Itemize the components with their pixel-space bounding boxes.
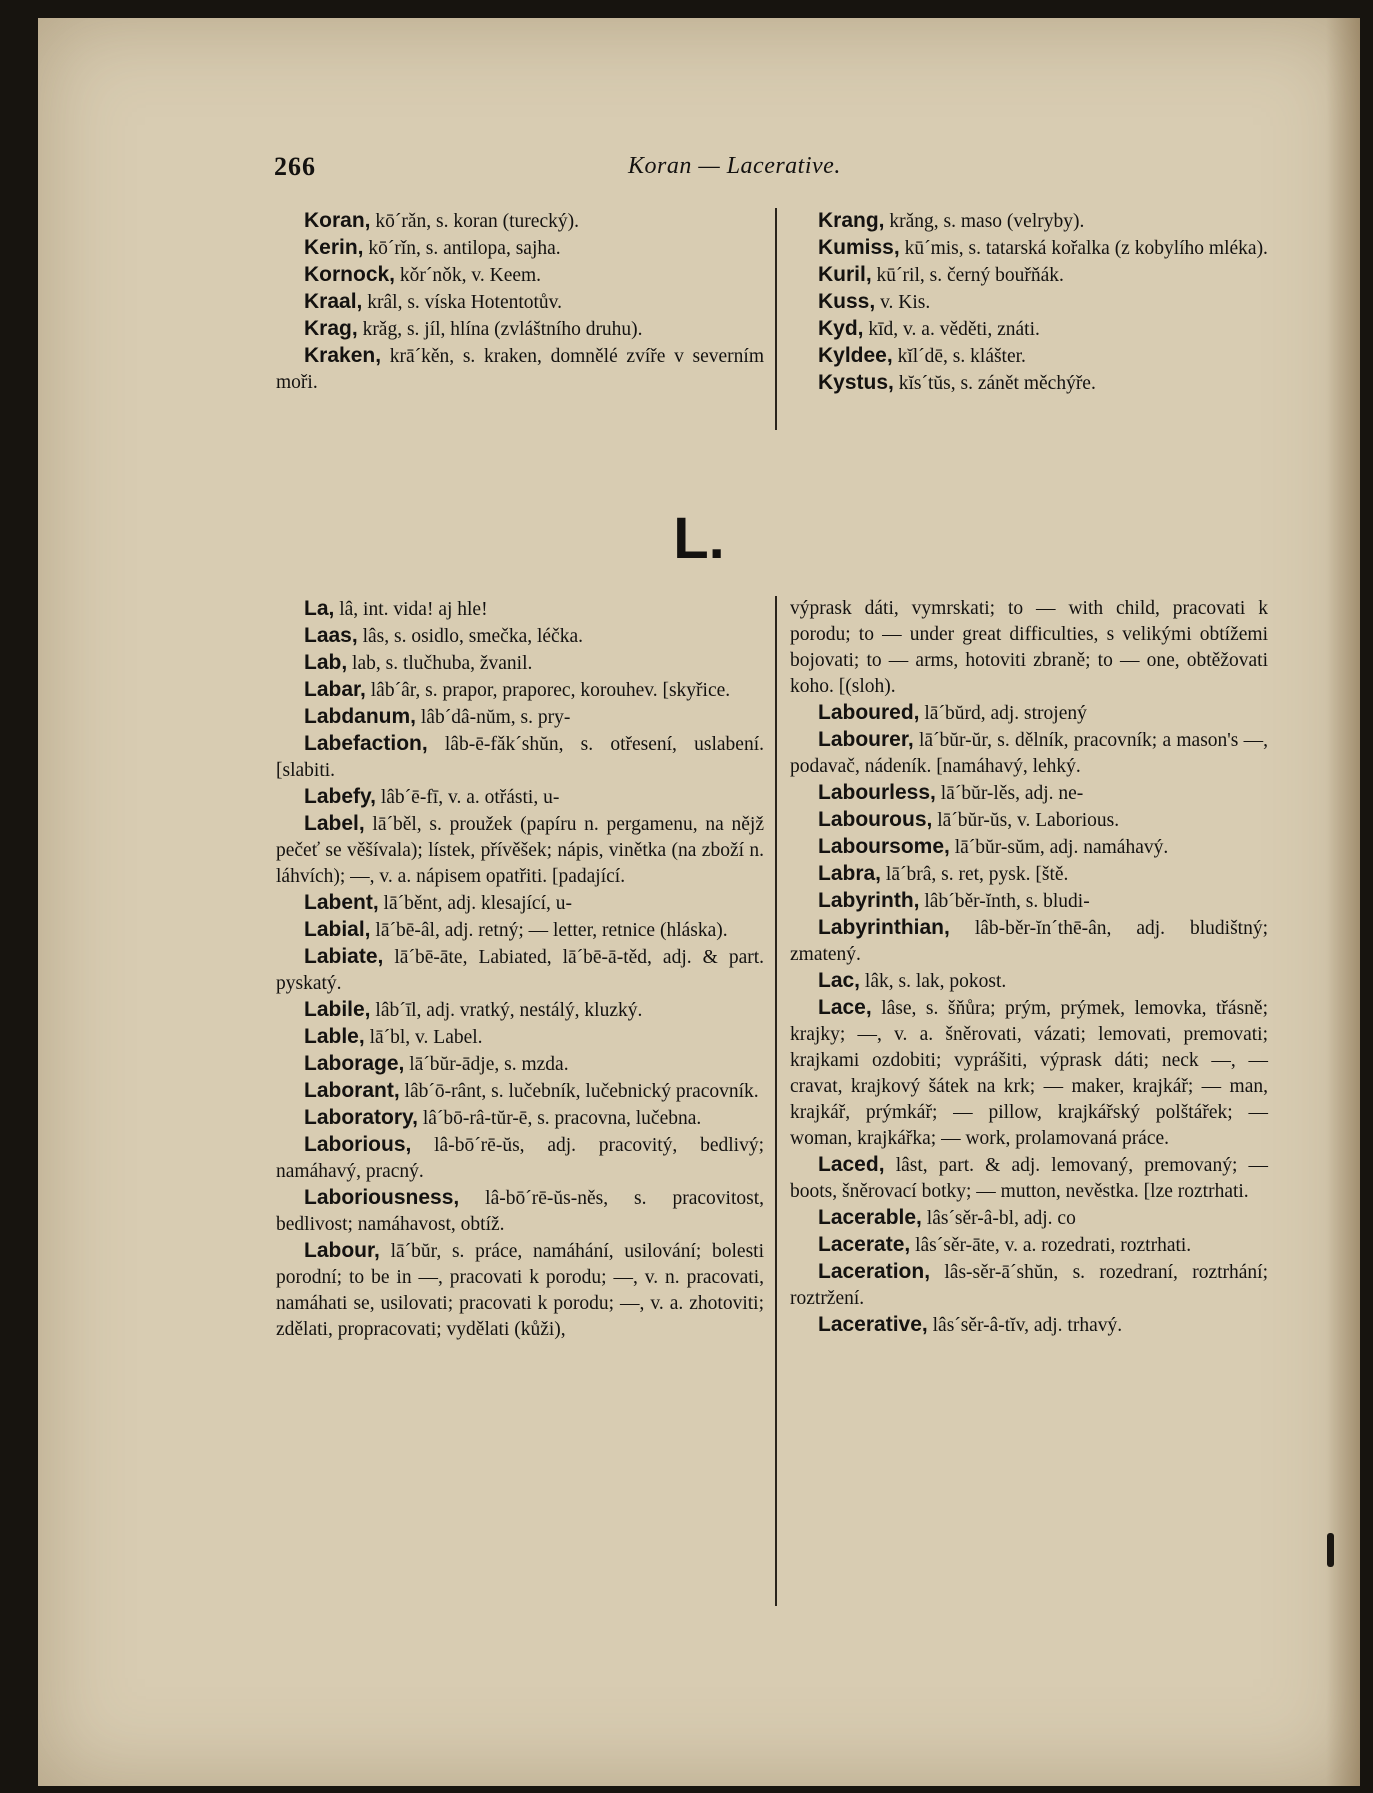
dictionary-entry [790, 1232, 1268, 1259]
dictionary-entry [276, 917, 764, 944]
entry-definition: lā´bl, v. Label. [369, 1027, 483, 1048]
dictionary-entry [276, 784, 764, 811]
entry-definition: kō´rǎn, s. koran (turecký). [375, 211, 579, 232]
entry-headword: Lacerate, [818, 1233, 911, 1256]
entry-definition: kĭl´dē, s. klášter. [897, 346, 1026, 367]
dictionary-entry [790, 780, 1268, 807]
entry-definition: kǒr´nǒk, v. Keem. [399, 265, 542, 286]
page-number: 266 [274, 152, 316, 181]
entry-definition: lā´bŭrd, adj. strojený [924, 703, 1087, 724]
entry-definition: kīd, v. a. věděti, znáti. [868, 319, 1040, 340]
running-head: Koran — Lacerative. [628, 153, 841, 179]
dictionary-entry [276, 1051, 764, 1078]
entry-definition: výprask dáti, vymrskati; to — with child, pracovati k porodu; to — under great difficulties, s velikými obtížemi bojovati; to — arms, hotoviti zbraně; to — one, obtěžovati koho. [(sloh). [790, 598, 1268, 697]
dictionary-entry [276, 1024, 764, 1051]
entry-headword: Kyldee, [818, 344, 893, 367]
entry-headword: Labyrinth, [818, 889, 920, 912]
entry-headword: Krag, [304, 317, 358, 340]
dictionary-entry [276, 890, 764, 917]
entry-definition: lâb´běr-ĭnth, s. bludi- [924, 891, 1090, 912]
top-column-rule [775, 208, 777, 430]
entry-headword: Labent, [304, 891, 379, 914]
entry-headword: Lacerative, [818, 1313, 928, 1336]
dictionary-entry [790, 1259, 1268, 1312]
entry-definition: v. Kis. [880, 292, 931, 313]
dictionary-entry [276, 997, 764, 1024]
entry-definition: lā´bŭr, s. práce, namáhání, usilování; bolesti porodní; to be in —, pracovati k porodu; —, v. n. pracovati, namáhati se, usilovati; pracovati k porodu; —, v. a. zhotoviti; zdělati, propracovati; vydělati (kůži), [276, 1241, 764, 1340]
entry-definition: lā´bē-āte, Labiated, lā´bē-ā-těd, adj. & part. pyskatý. [276, 947, 765, 994]
entry-definition: lâ-bō´rē-ŭs-něs, s. pracovitost, bedlivost; namáhavost, obtíž. [276, 1188, 764, 1235]
dictionary-entry [790, 596, 1268, 700]
entry-headword: Laboriousness, [304, 1186, 460, 1209]
entry-definition: krâl, s. víska Hotentotův. [367, 292, 563, 313]
entry-definition: kū´mis, s. tatarská kořalka (z kobylího mléka). [904, 238, 1268, 259]
entry-headword: Labour, [304, 1239, 380, 1262]
entry-headword: Lacerable, [818, 1206, 922, 1229]
entry-definition: lâb-běr-ĭn´thē-ân, adj. bludištný; zmatený. [790, 918, 1268, 965]
entry-definition: lā´bŭr-lěs, adj. ne- [940, 783, 1084, 804]
ink-smudge [1327, 1533, 1334, 1567]
entry-headword: Laboratory, [304, 1106, 418, 1129]
top-left-column [276, 208, 764, 396]
entry-headword: Labourless, [818, 781, 936, 804]
entry-definition: krǎg, s. jíl, hlína (zvláštního druhu). [362, 319, 643, 340]
entry-definition: lâst, part. & adj. lemovaný, premovaný; — boots, šněrovací botky; — mutton, nevěstka. [lze roztrhati. [790, 1155, 1269, 1202]
dictionary-entry [790, 968, 1268, 995]
entry-headword: Kraal, [304, 290, 363, 313]
dictionary-entry [276, 235, 764, 262]
entry-headword: Labefy, [304, 785, 376, 808]
dictionary-entry [276, 596, 764, 623]
dictionary-entry [790, 1152, 1268, 1205]
dictionary-entry [276, 262, 764, 289]
entry-definition: lâ-bō´rē-ŭs, adj. pracovitý, bedlivý; namáhavý, pracný. [276, 1135, 764, 1182]
dictionary-entry [790, 316, 1268, 343]
entry-definition: lâ´bō-râ-tŭr-ē, s. pracovna, lučebna. [422, 1108, 702, 1129]
dictionary-entry [790, 262, 1268, 289]
entry-definition: lā´běl, s. proužek (papíru n. pergamenu, na nějž pečeť se věšívala); lístek, přívěšek; nápis, vinětka (na zboží n. láhvích); —, v. a. nápisem opatřiti. [padající. [276, 814, 765, 887]
entry-headword: Labefaction, [304, 732, 428, 755]
entry-headword: Labiate, [304, 945, 384, 968]
entry-headword: Kraken, [304, 344, 382, 367]
entry-definition: lā´bŭr-ŭr, s. dělník, pracovník; a mason's —, podavač, nádeník. [namáhavý, lehký. [790, 730, 1269, 777]
entry-definition: lâse, s. šňůra; prým, prýmek, lemovka, třásně; krajky; —, v. a. šněrovati, vázati; lemovati, premovati; krajkami ozdobiti; vyprášiti, výprask dáti; neck —, — cravat, krajkový šátek na krk; — maker, krajkář; — man, krajkář, prýmkář; — pillow, krajkářský polštářek; — woman, krajkářka; — work, prolamovaná práce. [790, 998, 1268, 1149]
dictionary-entry [790, 208, 1268, 235]
entry-headword: Labourous, [818, 808, 933, 831]
dictionary-entry [790, 700, 1268, 727]
section-letter-heading: L. [673, 506, 725, 571]
right-column [790, 596, 1268, 1339]
entry-headword: Laced, [818, 1153, 885, 1176]
entry-definition: lâb´ō-rânt, s. lučebník, lučebnický pracovník. [404, 1081, 759, 1102]
entry-headword: Kuril, [818, 263, 872, 286]
entry-headword: Kuss, [818, 290, 876, 313]
entry-definition: lâb´ē-fī, v. a. otřásti, u- [380, 787, 560, 808]
entry-definition: krǎng, s. maso (velryby). [889, 211, 1085, 232]
dictionary-entry [790, 1205, 1268, 1232]
main-column-rule [775, 596, 777, 1606]
entry-headword: Labra, [818, 862, 882, 885]
entry-headword: Krang, [818, 209, 885, 232]
entry-headword: Laborage, [304, 1052, 405, 1075]
entry-headword: Labyrinthian, [818, 916, 950, 939]
entry-headword: Laboured, [818, 701, 920, 724]
entry-headword: Laas, [304, 624, 358, 647]
entry-definition: krā´kěn, s. kraken, domnělé zvíře v severním moři. [276, 346, 764, 393]
dictionary-entry [790, 289, 1268, 316]
dictionary-entry [276, 289, 764, 316]
dictionary-entry [790, 1312, 1268, 1339]
entry-definition: lâb´dâ-nŭm, s. pry- [420, 707, 571, 728]
entry-definition: kō´rǐn, s. antilopa, sajha. [368, 238, 561, 259]
dictionary-entry [276, 1185, 764, 1238]
dictionary-entry [276, 731, 764, 784]
entry-headword: Labar, [304, 678, 366, 701]
dictionary-entry [790, 727, 1268, 780]
dictionary-entry [790, 995, 1268, 1152]
dictionary-entry [276, 677, 764, 704]
entry-definition: lâb´īl, adj. vratký, nestálý, kluzký. [375, 1000, 643, 1021]
dictionary-entry [276, 704, 764, 731]
dictionary-entry [276, 1132, 764, 1185]
entry-headword: Lac, [818, 969, 861, 992]
dictionary-entry [790, 888, 1268, 915]
entry-headword: Labourer, [818, 728, 914, 751]
dictionary-entry [276, 650, 764, 677]
entry-headword: Laboursome, [818, 835, 950, 858]
entry-definition: lâk, s. lak, pokost. [864, 971, 1007, 992]
dictionary-entry [790, 235, 1268, 262]
dictionary-entry [276, 208, 764, 235]
entry-definition: kĭs´tŭs, s. zánět měchýře. [898, 373, 1096, 394]
entry-definition: lâs´sěr-â-bl, adj. co [926, 1208, 1076, 1229]
entry-headword: Labial, [304, 918, 371, 941]
dictionary-entry [790, 343, 1268, 370]
top-right-column [790, 208, 1268, 397]
entry-definition: lâs-sěr-ā´shŭn, s. rozedraní, roztrhání; roztržení. [790, 1262, 1269, 1309]
dictionary-entry [276, 623, 764, 650]
dictionary-entry [790, 861, 1268, 888]
entry-headword: Lab, [304, 651, 348, 674]
entry-headword: Kyd, [818, 317, 864, 340]
entry-definition: lâs´sěr-â-tĭv, adj. trhavý. [932, 1315, 1123, 1336]
dictionary-entry [276, 811, 764, 890]
entry-headword: La, [304, 597, 335, 620]
entry-headword: Kornock, [304, 263, 396, 286]
entry-definition: lā´brâ, s. ret, pysk. [ště. [885, 864, 1069, 885]
entry-definition: lâb´âr, s. prapor, praporec, korouhev. [skyřice. [370, 680, 731, 701]
entry-definition: lā´bŭr-sŭm, adj. namáhavý. [954, 837, 1169, 858]
dictionary-entry [276, 944, 764, 997]
entry-headword: Laborant, [304, 1079, 400, 1102]
dictionary-entry [276, 1238, 764, 1343]
left-column [276, 596, 764, 1343]
entry-headword: Koran, [304, 209, 371, 232]
dictionary-entry [790, 834, 1268, 861]
entry-definition: lā´běnt, adj. klesající, u- [383, 893, 572, 914]
entry-definition: lâ, int. vida! aj hle! [339, 599, 488, 620]
entry-headword: Labdanum, [304, 705, 417, 728]
entry-headword: Lace, [818, 996, 872, 1019]
dictionary-entry [790, 807, 1268, 834]
entry-definition: lā´bŭr-ŭs, v. Laborious. [937, 810, 1120, 831]
entry-headword: Laborious, [304, 1133, 412, 1156]
page-edge-shadow [1326, 18, 1360, 1786]
entry-headword: Label, [304, 812, 365, 835]
dictionary-entry [790, 370, 1268, 397]
entry-headword: Kystus, [818, 371, 894, 394]
entry-definition: lā´bŭr-ādje, s. mzda. [409, 1054, 569, 1075]
dictionary-entry [276, 316, 764, 343]
dictionary-page [38, 18, 1360, 1786]
entry-definition: lā´bē-âl, adj. retný; — letter, retnice (hláska). [375, 920, 728, 941]
dictionary-entry [276, 1078, 764, 1105]
entry-headword: Laceration, [818, 1260, 931, 1283]
dictionary-entry [276, 343, 764, 396]
dictionary-entry [790, 915, 1268, 968]
entry-definition: lâb-ē-fǎk´shŭn, s. otřesení, uslabení. [slabiti. [276, 734, 764, 781]
entry-definition: kū´ril, s. černý bouřňák. [876, 265, 1064, 286]
dictionary-entry [276, 1105, 764, 1132]
entry-headword: Lable, [304, 1025, 365, 1048]
entry-definition: lab, s. tlučhuba, žvanil. [352, 653, 533, 674]
entry-headword: Kumiss, [818, 236, 900, 259]
entry-definition: lâs´sěr-āte, v. a. rozedrati, roztrhati. [915, 1235, 1192, 1256]
entry-headword: Kerin, [304, 236, 364, 259]
entry-definition: lâs, s. osidlo, smečka, léčka. [362, 626, 583, 647]
entry-headword: Labile, [304, 998, 371, 1021]
